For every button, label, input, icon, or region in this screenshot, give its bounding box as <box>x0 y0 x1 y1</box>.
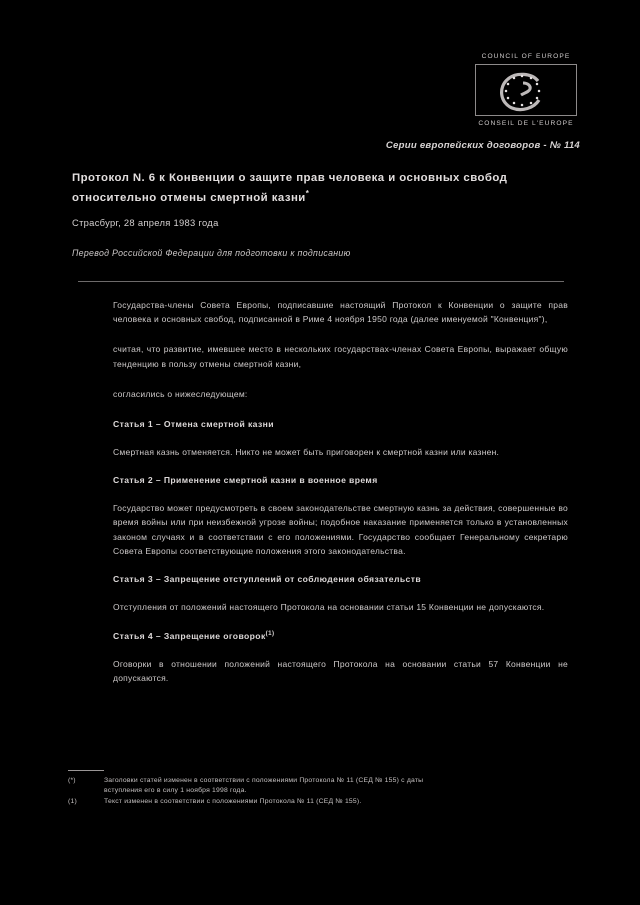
footnote-item <box>68 776 568 797</box>
header-divider <box>78 281 564 282</box>
page-title <box>72 170 572 206</box>
footnotes <box>68 776 568 807</box>
logo-emblem-box <box>475 64 577 116</box>
footnote-divider <box>68 770 104 771</box>
translation-note: Перевод Российской Федерации для подготовки к подписанию <box>72 248 351 258</box>
article-4-footnote-marker: (1) <box>265 630 275 638</box>
article-4-heading-label: Статья 4 – Запрещение оговорок <box>113 631 266 642</box>
article-1-text: Смертная казнь отменяется. Никто не может быть приговорен к смертной казни или казнен. <box>113 447 500 458</box>
council-of-europe-emblem <box>476 65 576 115</box>
article-1-heading: Статья 1 – Отмена смертной казни <box>113 419 274 430</box>
footnote-text: Текст изменен в соответствии с положениями Протокола № 11 (СЕД № 155). <box>104 797 362 805</box>
logo-bottom-label: CONSEIL DE L'EUROPE <box>478 120 574 127</box>
page-title-line1: Протокол N. 6 к Конвенции о защите прав человека и основных свобод <box>72 172 508 184</box>
footnote-item <box>68 797 568 807</box>
preamble-paragraph-2: считая, что развитие, имевшее место в нескольких государствах-членах Совета Европы, выражает общую тенденцию в пользу отмены смертной казни, <box>113 344 568 369</box>
treaty-series-number: Серии европейских договоров - № 114 <box>385 140 580 151</box>
footnote-text-line1: Заголовки статей изменен в соответствии с положениями Протокола № 11 (СЕД № 155) с даты <box>104 777 424 784</box>
document-body <box>113 298 568 702</box>
preamble-paragraph-1: Государства-члены Совета Европы, подписавшие настоящий Протокол к Конвенции о защите прав человека и основных свобод, подписанной в Риме 4 ноября 1950 года (далее именуемой "Конвенция"), <box>113 300 568 325</box>
place-and-date: Страсбург, 28 апреля 1983 года <box>72 217 219 228</box>
article-3-text: Отступления от положений настоящего Протокола на основании статьи 15 Конвенции не допускаются. <box>113 602 545 613</box>
article-3-heading: Статья 3 – Запрещение отступлений от соблюдения обязательств <box>113 574 421 585</box>
article-4-heading <box>113 630 568 641</box>
agreement-line: согласились о нижеследующем: <box>113 388 248 399</box>
article-2-text: Государство может предусмотреть в своем законодательстве смертную казнь за действия, совершенные во время войны или при неизбежной угрозе войны; подобное наказание применяется только в установленных законом случаях и в соответствии с его положениями. Государство сообщает Генеральному секретарю Совета Европы соответствующие положения этого законодательства. <box>113 503 568 556</box>
council-of-europe-logo <box>470 52 582 128</box>
footnote-text <box>104 776 568 797</box>
page-title-line2: относительно отмены смертной казни <box>72 191 306 204</box>
footnote-marker: (1) <box>68 797 77 805</box>
title-footnote-marker: * <box>305 189 310 198</box>
article-4-text: Оговорки в отношении положений настоящего Протокола на основании статьи 57 Конвенции не допускаются. <box>113 659 568 684</box>
logo-top-label: COUNCIL OF EUROPE <box>481 53 571 60</box>
article-2-heading: Статья 2 – Применение смертной казни в военное время <box>113 475 378 486</box>
footnote-text-line2: вступления его в силу 1 ноября 1998 года. <box>104 787 247 795</box>
footnote-marker: (*) <box>68 777 76 784</box>
